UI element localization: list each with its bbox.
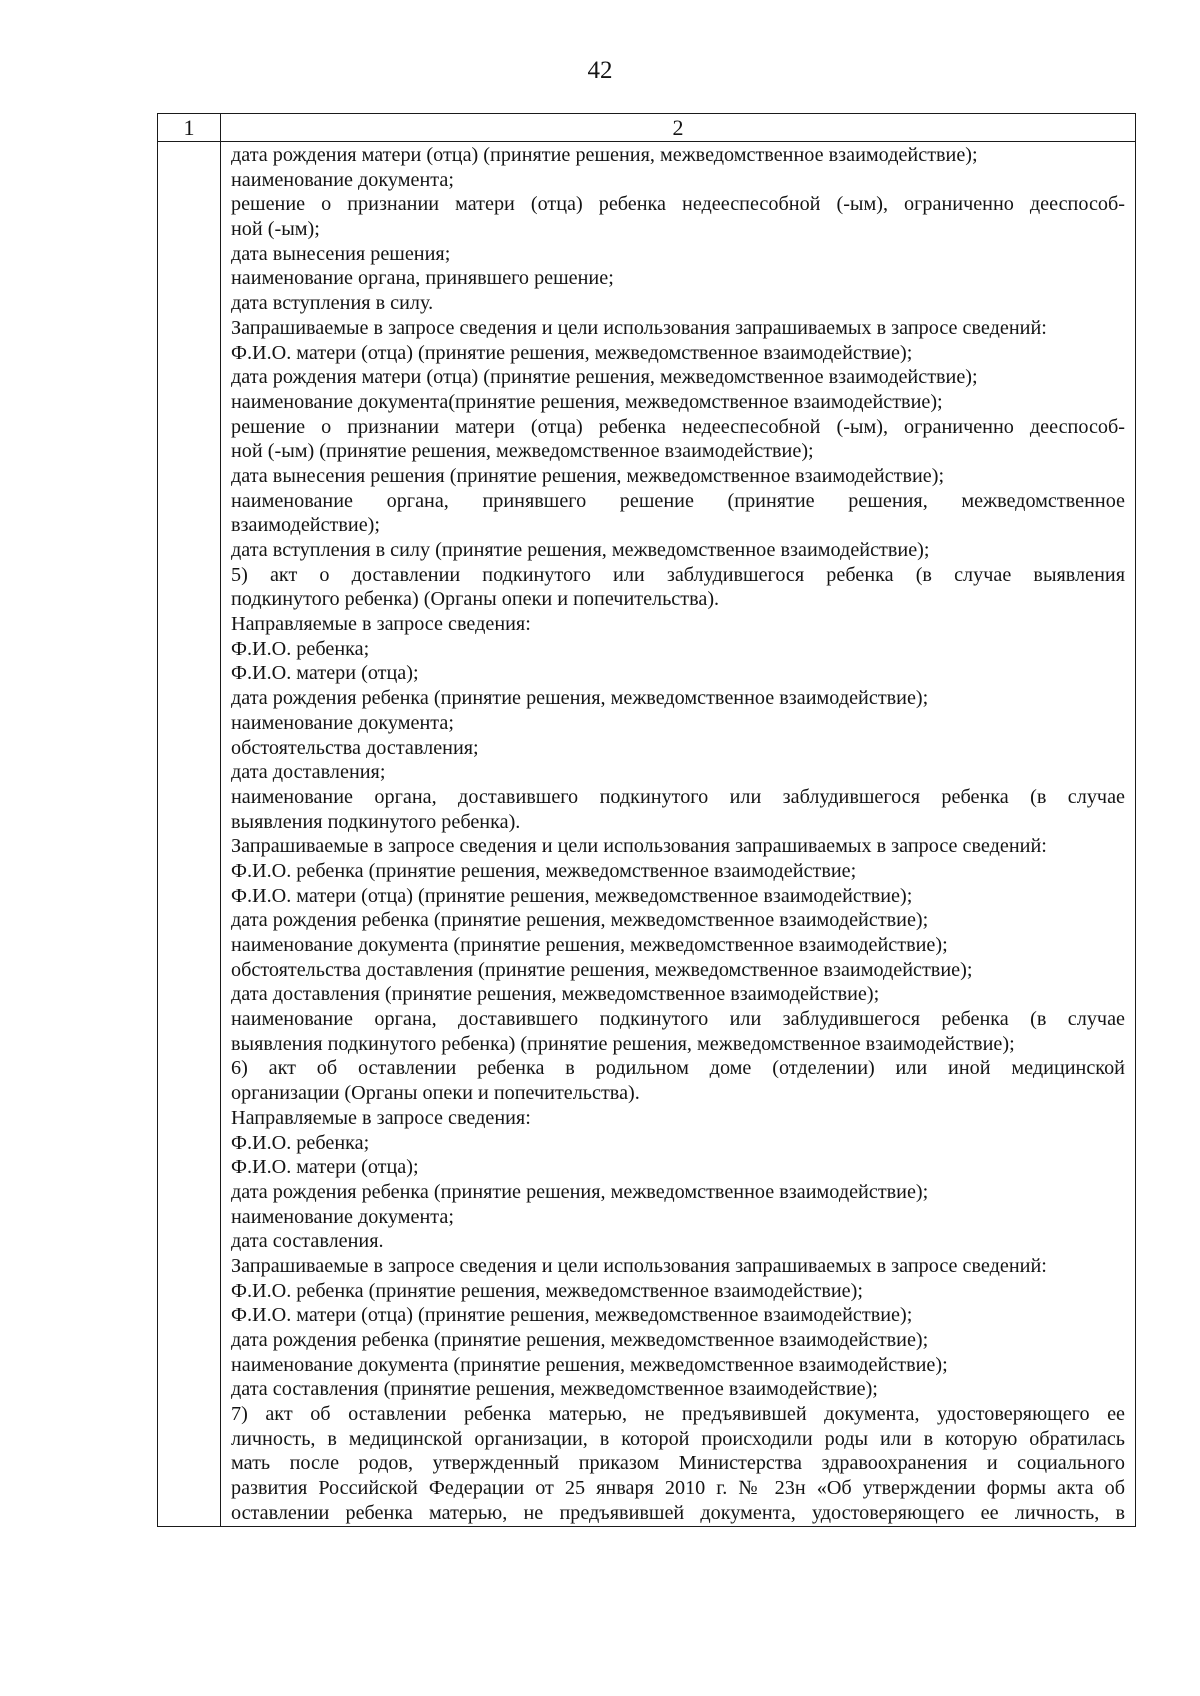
text-line: 6) акт об оставлении ребенка в родильном доме (отделении) или иной медицинской: [231, 1057, 1125, 1080]
column-2-cell: [221, 142, 1136, 1527]
page-number: 42: [587, 57, 613, 84]
text-line: Ф.И.О. матери (отца) (принятие решения, межведомственное взаимодействие);: [231, 1304, 913, 1327]
text-line: выявления подкинутого ребенка) (принятие решения, межведомственное взаимодействие);: [231, 1032, 1015, 1055]
text-line: Направляемые в запросе сведения:: [231, 1106, 531, 1129]
text-line: оставлении ребенка матерью, не предъявившей документа, удостоверяющего ее личность, в: [231, 1501, 1125, 1524]
text-line: наименование органа, принявшего решение;: [231, 267, 614, 290]
text-line: наименование органа, принявшего решение (принятие решения, межведомственное: [231, 489, 1125, 512]
text-line: подкинутого ребенка) (Органы опеки и попечительства).: [231, 588, 720, 611]
text-line: развития Российской Федерации от 25 января 2010 г. № 23н «Об утверждении формы акта об: [231, 1477, 1125, 1500]
column-header-1: 1: [158, 114, 221, 142]
text-line: наименование документа;: [231, 168, 454, 191]
text-line: дата рождения ребенка (принятие решения, межведомственное взаимодействие);: [231, 1180, 929, 1203]
text-line: Ф.И.О. матери (отца);: [231, 1156, 419, 1179]
text-line: дата рождения ребенка (принятие решения, межведомственное взаимодействие);: [231, 909, 929, 932]
text-line: дата вынесения решения (принятие решения, межведомственное взаимодействие);: [231, 464, 945, 487]
text-line: наименование документа;: [231, 1205, 454, 1228]
text-line: наименование документа (принятие решения, межведомственное взаимодействие);: [231, 934, 948, 956]
table-header-row: [158, 114, 1136, 142]
text-line: 5) акт о доставлении подкинутого или заблудившегося ребенка (в случае выявления: [231, 563, 1125, 586]
text-line: наименование органа, доставившего подкинутого или заблудившегося ребенка (в случае: [231, 785, 1125, 808]
text-line: дата вступления в силу.: [231, 292, 434, 315]
text-line: обстоятельства доставления (принятие решения, межведомственное взаимодействие);: [231, 958, 973, 981]
text-line: дата рождения ребенка (принятие решения, межведомственное взаимодействие);: [231, 687, 929, 710]
text-line: дата рождения ребенка (принятие решения, межведомственное взаимодействие);: [231, 1329, 929, 1351]
text-line: наименование органа, доставившего подкинутого или заблудившегося ребенка (в случае: [231, 1008, 1125, 1031]
text-line: ной (-ым);: [231, 218, 320, 241]
text-line: Ф.И.О. ребенка;: [231, 637, 370, 660]
text-line: организации (Органы опеки и попечительства).: [231, 1082, 640, 1105]
text-line: Запрашиваемые в запросе сведения и цели использования запрашиваемых в запросе сведений:: [231, 835, 1047, 858]
text-line: взаимодействие);: [231, 514, 381, 537]
text-line: дата вынесения решения;: [231, 242, 451, 265]
text-line: ной (-ым) (принятие решения, межведомственное взаимодействие);: [231, 440, 814, 463]
text-line: дата доставления (принятие решения, межведомственное взаимодействие);: [231, 983, 880, 1006]
text-line: дата составления.: [231, 1230, 384, 1253]
text-line: Запрашиваемые в запросе сведения и цели использования запрашиваемых в запросе сведений:: [231, 1254, 1047, 1277]
text-line: решение о признании матери (отца) ребенка недееспесобной (-ым), ограниченно дееспособ-: [231, 415, 1125, 438]
text-line: Ф.И.О. матери (отца);: [231, 662, 419, 685]
text-line: Ф.И.О. ребенка;: [231, 1131, 370, 1154]
text-line: Ф.И.О. ребенка (принятие решения, межведомственное взаимодействие);: [231, 1279, 863, 1302]
text-line: мать после родов, утвержденный приказом Министерства здравоохранения и социального: [231, 1452, 1125, 1475]
text-line: Ф.И.О. ребенка (принятие решения, межведомственное взаимодействие;: [231, 859, 857, 882]
text-line: выявления подкинутого ребенка).: [231, 810, 521, 833]
text-line: дата рождения матери (отца) (принятие решения, межведомственное взаимодействие);: [231, 366, 978, 389]
text-line: дата доставления;: [231, 761, 386, 784]
text-line: Запрашиваемые в запросе сведения и цели использования запрашиваемых в запросе сведений:: [231, 316, 1047, 339]
text-line: наименование документа;: [231, 711, 454, 734]
text-line: дата составления (принятие решения, межведомственное взаимодействие);: [231, 1378, 878, 1401]
text-line: 7) акт об оставлении ребенка матерью, не предъявившей документа, удостоверяющего ее: [231, 1403, 1125, 1426]
text-line: дата рождения матери (отца) (принятие решения, межведомственное взаимодействие);: [231, 144, 978, 166]
table-row: [158, 142, 1136, 1527]
text-line: Ф.И.О. матери (отца) (принятие решения, межведомственное взаимодействие);: [231, 341, 913, 364]
column-1-cell: [158, 142, 221, 1527]
text-line: решение о признании матери (отца) ребенка недееспесобной (-ым), ограниченно дееспособ-: [231, 193, 1125, 216]
text-line: Ф.И.О. матери (отца) (принятие решения, межведомственное взаимодействие);: [231, 884, 913, 907]
text-line: личность, в медицинской организации, в которой происходили роды или в которую обратилась: [231, 1427, 1125, 1450]
column-header-2: 2: [221, 114, 1136, 142]
text-line: обстоятельства доставления;: [231, 736, 479, 759]
text-line: наименование документа(принятие решения, межведомственное взаимодействие);: [231, 390, 943, 413]
cell-text: [221, 142, 1135, 1526]
text-line: наименование документа (принятие решения, межведомственное взаимодействие);: [231, 1353, 948, 1376]
text-line: Направляемые в запросе сведения:: [231, 613, 531, 636]
document-table: [157, 113, 1136, 1527]
text-line: дата вступления в силу (принятие решения, межведомственное взаимодействие);: [231, 539, 930, 561]
